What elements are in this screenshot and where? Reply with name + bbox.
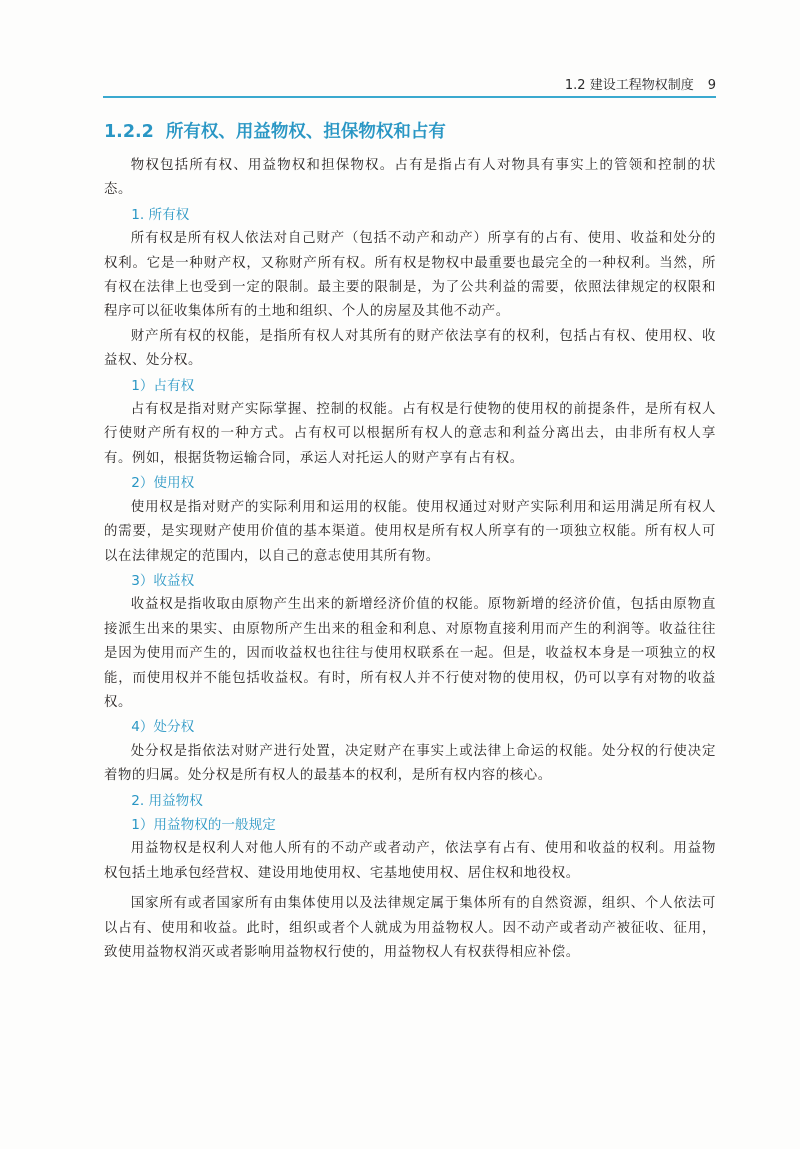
section-title-text: 所有权、用益物权、担保物权和占有 xyxy=(165,122,446,142)
possession-heading: 1）占有权 xyxy=(131,377,195,394)
ownership-paragraph-2: 财产所有权的权能，是指所有权人对其所有的财产依法享有的权利，包括占有权、使用权、收益权、处分权。 xyxy=(104,328,716,369)
page-body xyxy=(104,119,716,965)
use-paragraph: 使用权是指对财产的实际利用和运用的权能。使用权通过对财产实际利用和运用满足所有权人的需要，是实现财产使用价值的基本渠道。使用权是所有权人所享有的一项独立权能。所有权人可以在法律规定的范围内，以自己的意志使用其所有物。 xyxy=(104,499,716,564)
running-header xyxy=(103,74,716,93)
chapter-title: 1.2 建设工程物权制度 xyxy=(564,78,694,93)
income-heading: 3）收益权 xyxy=(131,572,195,589)
page-number: 9 xyxy=(707,78,716,93)
disposal-paragraph: 处分权是指依法对财产进行处置，决定财产在事实上或法律上命运的权能。处分权的行使决定着物的归属。处分权是所有权人的最基本的权利，是所有权内容的核心。 xyxy=(104,743,716,784)
ownership-heading: 1. 所有权 xyxy=(131,206,190,223)
disposal-heading: 4）处分权 xyxy=(131,719,195,736)
ownership-paragraph-1: 所有权是所有权人依法对自己财产（包括不动产和动产）所享有的占有、使用、收益和处分的权利。它是一种财产权，又称财产所有权。所有权是物权中最重要也最完全的一种权利。当然，所有权在法律上也受到一定的限制。最主要的限制是，为了公共利益的需要，依照法律规定的权限和程序可以征收集体所有的土地和组织、个人的房屋及其他不动产。 xyxy=(104,231,716,320)
usufruct-heading: 2. 用益物权 xyxy=(131,792,203,809)
usufruct-subheading: 1）用益物权的一般规定 xyxy=(131,816,276,833)
use-heading: 2）使用权 xyxy=(131,475,195,492)
intro-paragraph: 物权包括所有权、用益物权和担保物权。占有是指占有人对物具有事实上的管领和控制的状态。 xyxy=(104,158,716,198)
usufruct-paragraph-1: 用益物权是权利人对他人所有的不动产或者动产，依法享有占有、使用和收益的权利。用益物权包括土地承包经营权、建设用地使用权、宅基地使用权、居住权和地役权。 xyxy=(104,841,716,881)
section-number: 1.2.2 xyxy=(104,122,154,142)
possession-paragraph: 占有权是指对财产实际掌握、控制的权能。占有权是行使物的使用权的前提条件，是所有权人行使财产所有权的一种方式。占有权可以根据所有权人的意志和利益分离出去，由非所有权人享有。例如，根据货物运输合同，承运人对托运人的财产享有占有权。 xyxy=(104,402,716,466)
income-paragraph: 收益权是指收取由原物产生出来的新增经济价值的权能。原物新增的经济价值，包括由原物直接派生出来的果实、由原物所产生出来的租金和利息、对原物直接利用而产生的利润等。收益往往是因为使用而产生的，因而收益权也往往与使用权联系在一起。但是，收益权本身是一项独立的权能，而使用权并不能包括收益权。有时，所有权人并不行使对物的使用权，仍可以享有对物的收益权。 xyxy=(104,597,716,710)
header-rule xyxy=(103,96,716,98)
usufruct-paragraph-2: 国家所有或者国家所有由集体使用以及法律规定属于集体所有的自然资源，组织、个人依法可以占有、使用和收益。此时，组织或者个人就成为用益物权人。因不动产或者动产被征收、征用，致使用益物权消灭或者影响用益物权行使的，用益物权人有权获得相应补偿。 xyxy=(104,896,716,960)
section-title xyxy=(104,119,716,145)
